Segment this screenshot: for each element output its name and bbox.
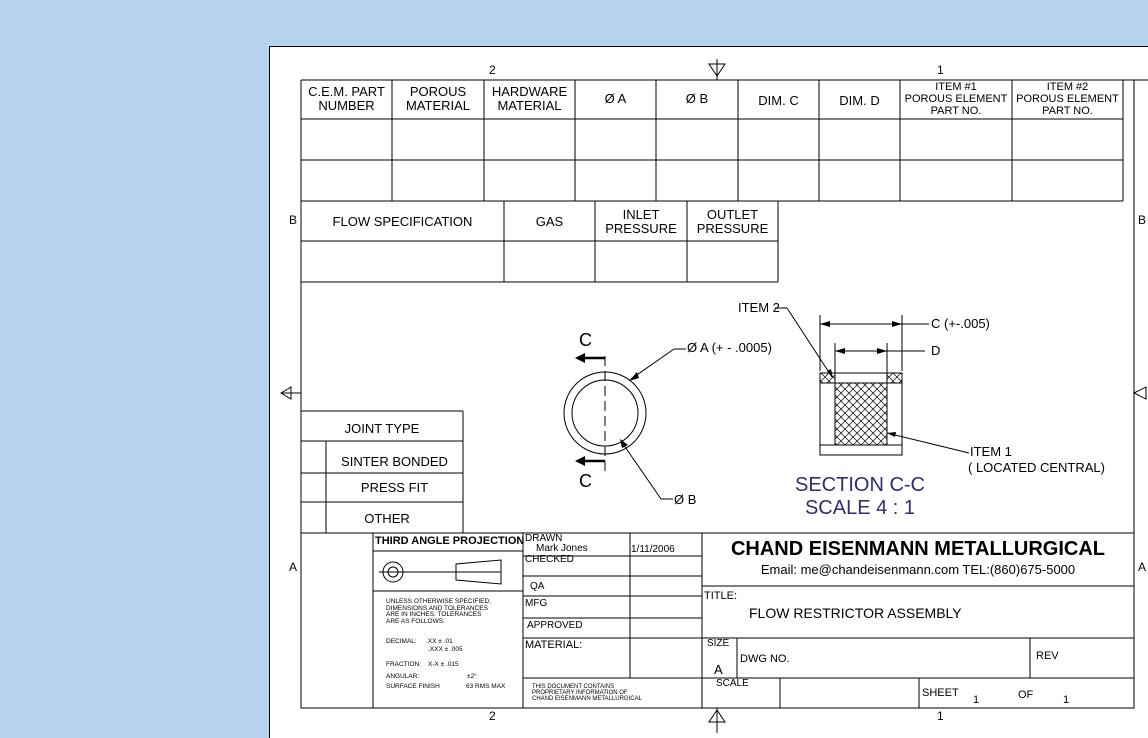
drawing-title[interactable]: FLOW RESTRICTOR ASSEMBLY [749, 605, 962, 621]
flow-table-header-3: OUTLET PRESSURE [696, 207, 769, 236]
parts-table-header-8: ITEM #2 POROUS ELEMENT PART NO. [1016, 81, 1119, 117]
section-mark-bottom: C [579, 471, 592, 491]
flow-table-header-2: INLET PRESSURE [605, 207, 677, 236]
decimal-xx: .XX ± .01 [426, 638, 453, 645]
qa-label: QA [530, 581, 545, 592]
sheet-label: SHEET [922, 687, 959, 699]
fraction-value: X-X ± .015 [428, 661, 459, 668]
parts-table-header-1: POROUS MATERIAL [405, 84, 471, 113]
sheet-total[interactable]: 1 [1063, 694, 1070, 706]
drawn-by[interactable]: Mark Jones [536, 543, 588, 554]
zone-label-bottom-1: 1 [937, 709, 944, 723]
size-label: SIZE [707, 638, 730, 649]
approved-label: APPROVED [527, 620, 583, 631]
proprietary-note: THIS DOCUMENT CONTAINS PROPRIETARY INFORMATION OF CHAND EISENMANN METALLURGICAL [532, 684, 642, 702]
projection-label: THIRD ANGLE PROJECTION [375, 535, 525, 547]
flow-table-header-1: GAS [535, 214, 564, 229]
projection-symbol [379, 560, 501, 584]
zone-label-right-a: A [1138, 560, 1147, 574]
material-label: MATERIAL: [525, 639, 583, 651]
zone-label-right-b: B [1138, 213, 1147, 227]
checked-label: CHECKED [525, 554, 574, 565]
parts-table-header-7: ITEM #1 POROUS ELEMENT PART NO. [904, 81, 1008, 117]
drawn-label: DRAWN [525, 533, 563, 544]
parts-table-header-0: C.E.M. PART NUMBER [308, 84, 385, 113]
parts-table-header-3: Ø A [604, 91, 627, 106]
dia-a-callout: Ø A (+ - .0005) [687, 340, 772, 355]
sheet-number[interactable]: 1 [973, 694, 980, 706]
joint-option-other[interactable]: OTHER [364, 511, 410, 526]
company-name: CHAND EISENMANN METALLURGICAL [730, 538, 1106, 560]
company-contact: Email: me@chandeisenmann.com TEL:(860)675-5000 [760, 562, 1076, 577]
section-scale: SCALE 4 : 1 [804, 497, 916, 519]
fraction-label: FRACTION: [386, 661, 422, 668]
dwg-no-label: DWG NO. [740, 653, 790, 665]
angular-label: ANGULAR: [386, 673, 420, 680]
parts-table-header-2: HARDWARE MATERIAL [491, 84, 568, 113]
angular-value: ±2° [467, 673, 477, 680]
dim-c-label: C (+-.005) [931, 316, 990, 331]
flow-table-header-0: FLOW SPECIFICATION [332, 214, 473, 229]
zone-label-left-b: B [289, 213, 298, 227]
drawing-linework [270, 47, 1148, 738]
item-2-label: ITEM 2 [738, 300, 780, 315]
zone-label-bottom-2: 2 [489, 709, 496, 723]
rev-label: REV [1036, 650, 1059, 662]
zone-label-left-a: A [289, 560, 298, 574]
section-title: SECTION C-C [795, 474, 925, 496]
joint-type-title: JOINT TYPE [344, 421, 420, 436]
drawn-date[interactable]: 1/11/2006 [631, 544, 675, 555]
of-label: OF [1018, 689, 1034, 701]
title-label: TITLE: [704, 590, 738, 602]
dim-d-label: D [931, 343, 941, 358]
decimal-label: DECIMAL: [386, 638, 417, 645]
parts-table-header-6: DIM. D [839, 93, 880, 108]
tolerance-note: UNLESS OTHERWISE SPECIFIED, DIMENSIONS AND TOLERANCES ARE IN INCHES. TOLERANCES ARE AS FOLLOWS: [386, 598, 491, 625]
item-1-label: ITEM 1 [970, 444, 1012, 459]
mfg-label: MFG [525, 598, 548, 609]
parts-table-header-4: Ø B [685, 91, 709, 106]
dia-b-callout: Ø B [674, 492, 697, 507]
size-value[interactable]: A [714, 662, 723, 677]
joint-option-press-fit[interactable]: PRESS FIT [360, 480, 429, 495]
scale-label: SCALE [716, 678, 749, 689]
item-1-note: ( LOCATED CENTRAL) [968, 460, 1105, 475]
decimal-xxx: .XXX ± .005 [428, 646, 463, 653]
surface-finish-value: 63 RMS MAX [466, 683, 506, 690]
drawing-sheet [269, 46, 1148, 738]
zone-label-top-2: 2 [489, 63, 496, 77]
joint-option-sinter-bonded[interactable]: SINTER BONDED [341, 454, 448, 469]
section-mark-top: C [579, 330, 592, 350]
parts-table-header-5: DIM. C [758, 93, 799, 108]
surface-finish-label: SURFACE FINISH [386, 683, 440, 690]
zone-label-top-1: 1 [937, 63, 944, 77]
